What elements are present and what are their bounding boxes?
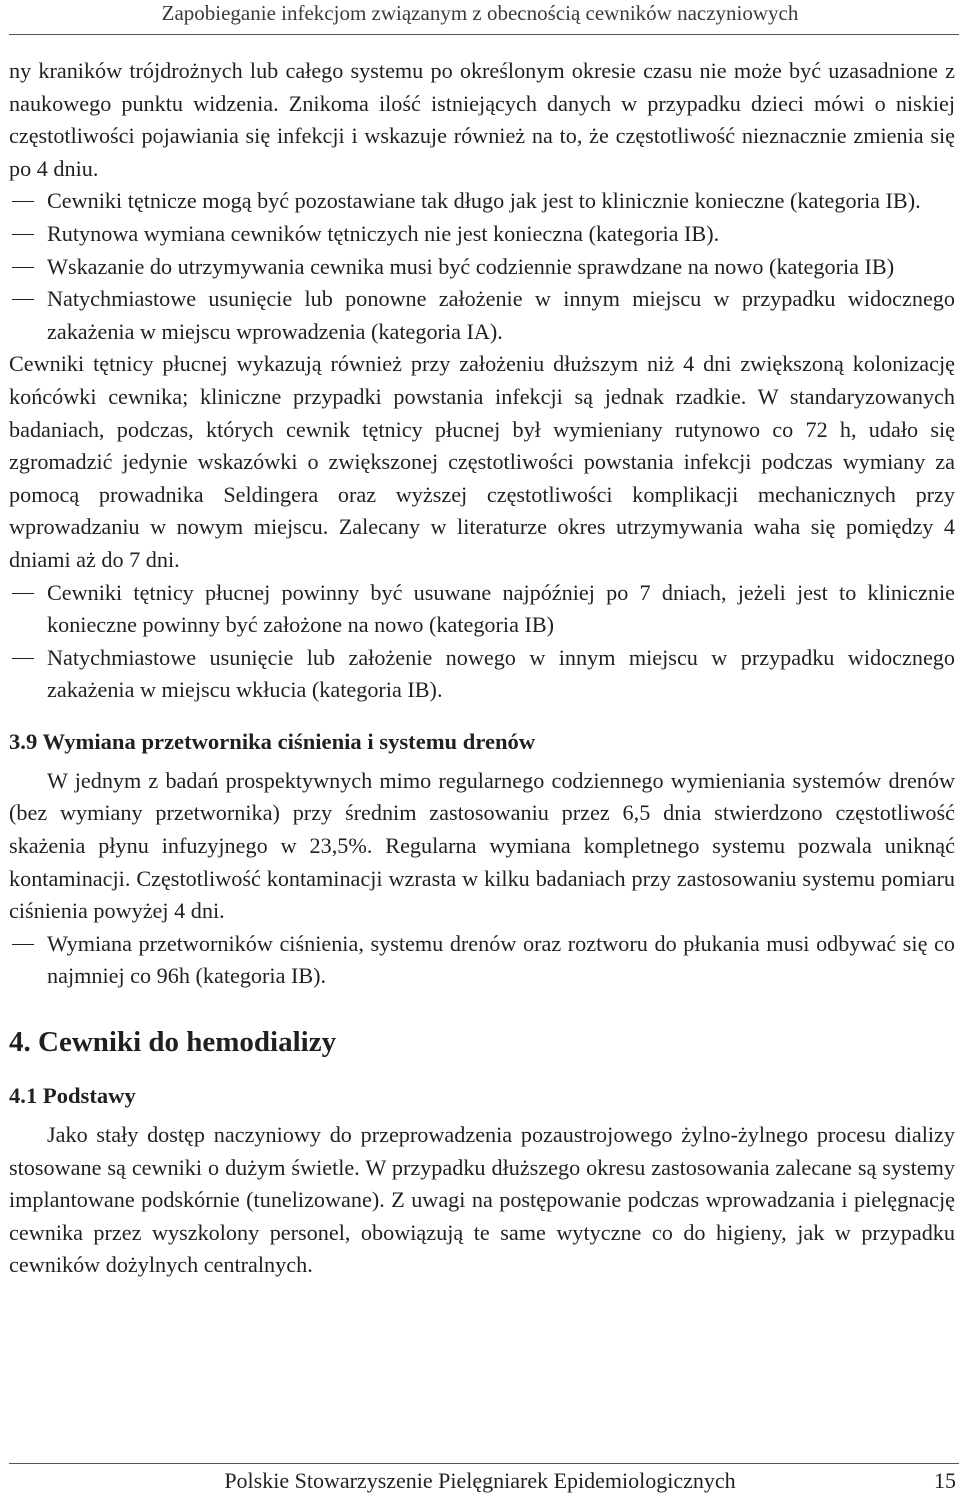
list-item [9,577,955,642]
page-body [9,55,955,1282]
dash-bullet-icon [12,658,34,659]
list-item [9,283,955,348]
intro-paragraph: ny kraników trójdrożnych lub całego systemu po określonym okresie czasu nie może być uzasadnione z naukowego punktu widzenia. Znikoma ilość istniejących danych w przypadku dzieci mówi o niskiej częstotliwości pojawiania się infekcji i wskazuje również na to, że częstotliwość nieznacznie zmienia się po 4 dniu. [9,58,955,181]
dash-bullet-icon [12,944,34,945]
list-item [9,218,955,251]
footer-organization: Polskie Stowarzyszenie Pielęgniarek Epidemiologicznych [224,1468,736,1493]
list-item-text: Wskazanie do utrzymywania cewnika musi być codziennie sprawdzane na nowo (kategoria IB) [47,253,895,279]
list-item-text: Rutynowa wymiana cewników tętniczych nie jest konieczna (kategoria IB). [47,220,720,246]
list-item-text: Natychmiastowe usunięcie lub ponowne założenie w innym miejscu w przypadku widocznego zakażenia w miejscu wprowadzenia (kategoria IA). [47,286,955,344]
page-header [0,0,960,36]
dash-bullet-icon [12,593,34,594]
page-number: 15 [934,1468,956,1493]
list-item-text: Wymiana przetworników ciśnienia, systemu drenów oraz roztworu do płukania musi odbywać się co najmniej co 96h (kategoria IB). [47,930,955,989]
list-item-text: Cewniki tętnicze mogą być pozostawiane tak długo jak jest to klinicznie konieczne (kategoria IB). [47,188,921,214]
pulmonary-catheter-paragraph: Cewniki tętnicy płucnej wykazują również przy założeniu dłuższym niż 4 dni zwiększoną kolonizację końcówki cewnika; kliniczne przypadki powstania infekcji są jednak rzadkie. W standaryzowanych badaniach, podczas, których cewnik tętnicy płucnej był wymieniany rutynowo co 72 h, udało się zgromadzić jedynie wskazówki o zwiększonej częstotliwości powstania infekcji podczas wymiany za pomocą prowadnika Seldingera oraz wyższej częstotliwości komplikacji mechanicznych przy wprowadzaniu w nowym miejscu. Zalecany w literaturze okres utrzymywania waha się pomiędzy 4 dniami aż do 7 dni. [9,351,955,572]
list-item [9,928,955,993]
chapter-4-heading: 4. Cewniki do hemodializy [9,1026,337,1059]
list-item [9,251,955,284]
dash-bullet-icon [12,299,34,300]
footer-divider [9,1463,959,1464]
section-4-1-paragraph: Jako stały dostęp naczyniowy do przeprowadzenia pozaustrojowego żylno-żylnego procesu dializy stosowane są cewniki o dużym świetle. W przypadku dłuższego okresu zastosowania zalecane są systemy implantowane podskórnie (tunelizowane). Z uwagi na postępowanie podczas wprowadzania i pielęgnację cewnika przez wyszkolony personel, obowiązują te same wytyczne co do higieny, jak w przypadku cewników dożylnych centralnych. [9,1122,955,1278]
list-item [9,642,955,707]
dash-bullet-icon [12,267,34,268]
transducer-list [9,928,955,993]
list-item-text: Natychmiastowe usunięcie lub założenie nowego w innym miejscu w przypadku widocznego zakażenia w miejscu wkłucia (kategoria IB). [47,644,955,703]
header-divider [9,34,959,35]
list-item-text: Cewniki tętnicy płucnej powinny być usuwane najpóźniej po 7 dniach, jeżeli jest to klinicznie konieczne powinny być założone na nowo (kategoria IB) [47,579,955,638]
pulmonary-catheter-list [9,577,955,707]
section-3-9-paragraph: W jednym z badań prospektywnych mimo regularnego codziennego wymieniania systemów drenów (bez wymiany przetwornika) przy średnim zastosowaniu przez 6,5 dnia stwierdzono częstotliwość skażenia płynu infuzyjnego w 23,5%. Regularna wymiana kompletnego systemu pozwala uniknąć kontaminacji. Częstotliwość kontaminacji wzrasta w kilku badaniach przy zastosowaniu systemu pomiaru ciśnienia powyżej 4 dni. [9,767,955,924]
section-4-1-heading: 4.1 Podstawy [9,1083,136,1109]
dash-bullet-icon [12,201,34,202]
arterial-catheter-list [9,185,955,348]
section-3-9-heading: 3.9 Wymiana przetwornika ciśnienia i systemu drenów [9,728,536,754]
running-title: Zapobieganie infekcjom związanym z obecnością cewników naczyniowych [161,1,799,25]
list-item [9,185,955,218]
dash-bullet-icon [12,234,34,235]
